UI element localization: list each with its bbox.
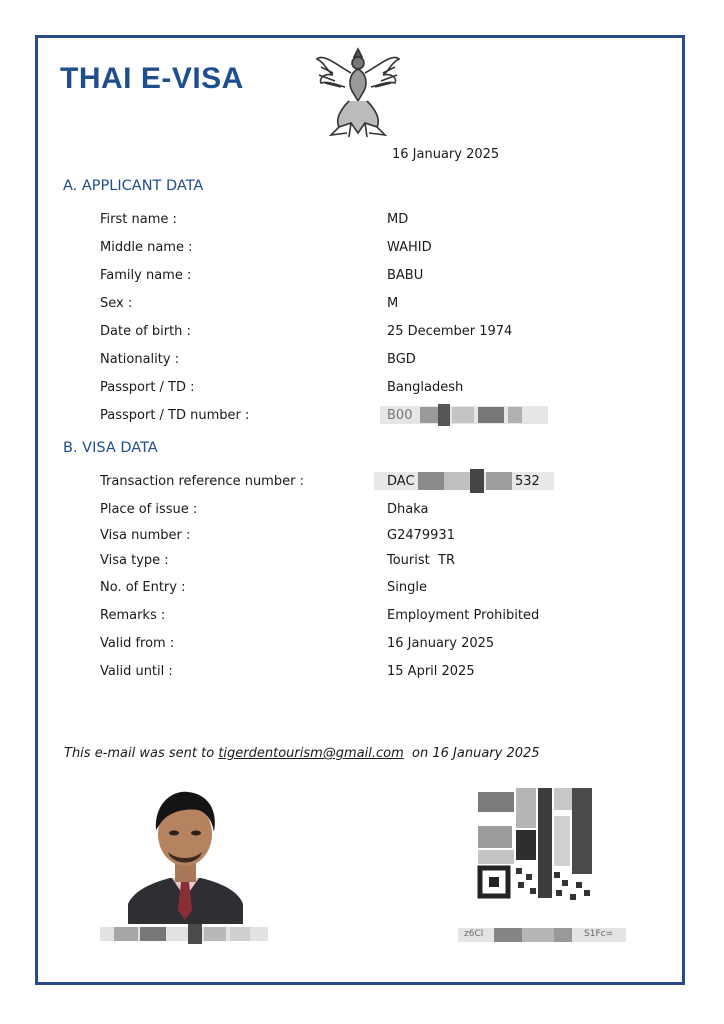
email-notice-suffix: on 16 January 2025 — [403, 746, 540, 761]
qr-caption-prefix: z6Cl — [464, 929, 484, 939]
label-remarks: Remarks : — [100, 608, 166, 623]
value-middle-name: WAHID — [387, 240, 432, 255]
label-valid-from: Valid from : — [100, 636, 175, 651]
value-place-of-issue: Dhaka — [387, 502, 429, 517]
section-heading-applicant: A. APPLICANT DATA — [63, 178, 204, 194]
label-valid-until: Valid until : — [100, 664, 173, 679]
applicant-photo — [128, 786, 243, 924]
label-sex: Sex : — [100, 296, 133, 311]
value-date-of-birth: 25 December 1974 — [387, 324, 513, 339]
redacted-photo-caption — [100, 924, 268, 944]
value-passport-number-prefix: B00 — [387, 408, 413, 423]
label-nationality: Nationality : — [100, 352, 180, 367]
label-entry-count: No. of Entry : — [100, 580, 186, 595]
label-middle-name: Middle name : — [100, 240, 193, 255]
value-valid-until: 15 April 2025 — [387, 664, 475, 679]
email-notice-prefix: This e-mail was sent to — [64, 746, 219, 761]
email-notice — [64, 746, 540, 761]
garuda-emblem-icon — [313, 43, 403, 141]
value-sex: M — [387, 296, 399, 311]
value-first-name: MD — [387, 212, 409, 227]
label-visa-type: Visa type : — [100, 553, 169, 568]
document-title: THAI E-VISA — [60, 62, 244, 95]
label-place-of-issue: Place of issue : — [100, 502, 198, 517]
email-address-link[interactable]: tigerdentourism@gmail.com — [218, 746, 404, 761]
value-passport-td: Bangladesh — [387, 380, 464, 395]
value-visa-number: G2479931 — [387, 528, 455, 543]
label-passport-td: Passport / TD : — [100, 380, 195, 395]
value-entry-count: Single — [387, 580, 427, 595]
qr-caption-suffix: S1Fc= — [584, 929, 614, 939]
label-first-name: First name : — [100, 212, 177, 227]
label-transaction-ref: Transaction reference number : — [100, 474, 304, 489]
value-visa-type: Tourist TR — [387, 553, 455, 568]
section-heading-visa: B. VISA DATA — [63, 440, 158, 456]
label-visa-number: Visa number : — [100, 528, 191, 543]
value-nationality: BGD — [387, 352, 416, 367]
label-family-name: Family name : — [100, 268, 192, 283]
value-family-name: BABU — [387, 268, 424, 283]
value-remarks: Employment Prohibited — [387, 608, 540, 623]
label-passport-number: Passport / TD number : — [100, 408, 250, 423]
qr-code-icon — [476, 786, 596, 906]
document-date: 16 January 2025 — [392, 147, 500, 162]
value-transaction-ref-prefix: DAC — [387, 474, 415, 489]
value-transaction-ref-suffix: 532 — [515, 474, 540, 489]
label-date-of-birth: Date of birth : — [100, 324, 191, 339]
value-valid-from: 16 January 2025 — [387, 636, 495, 651]
